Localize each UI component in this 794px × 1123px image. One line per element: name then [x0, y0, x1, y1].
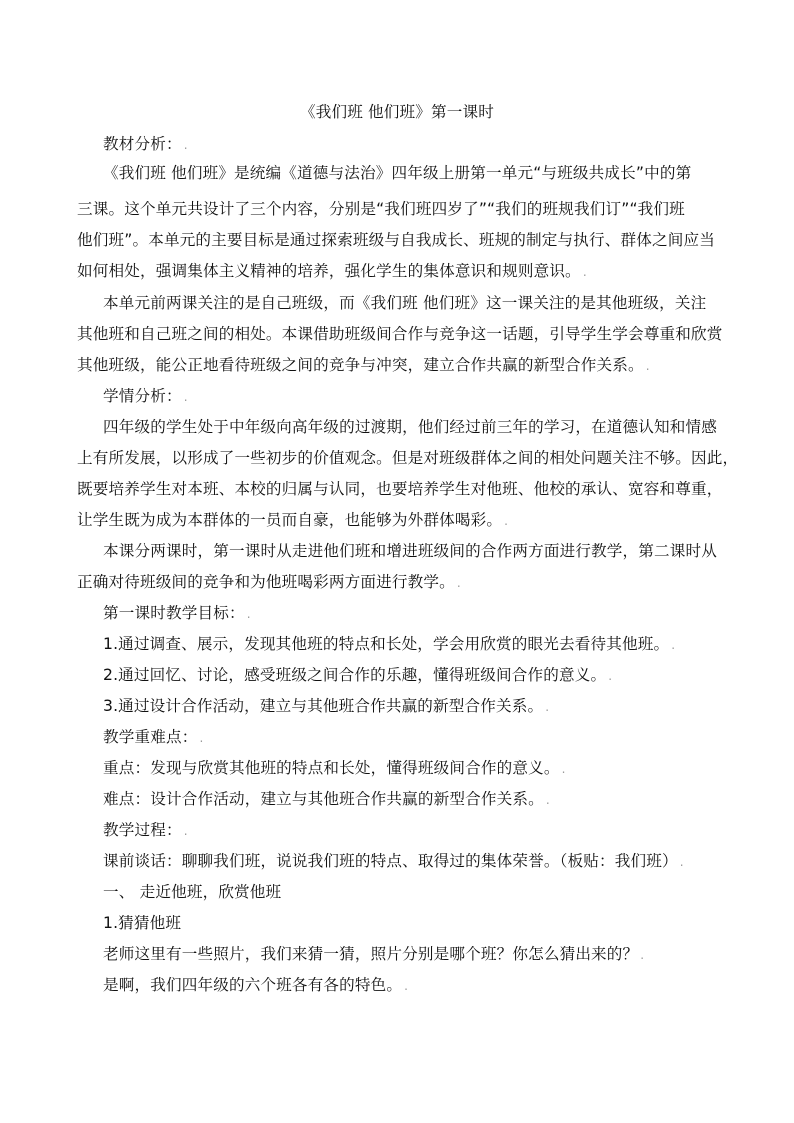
key-point-line: 重点：发现与欣赏其他班的特点和长处，懂得班级间合作的意义。 . [103, 759, 566, 777]
objective-item: 3.通过设计合作活动，建立与其他班合作共赢的新型合作关系。 . [103, 697, 550, 715]
section-heading-key-points: 教学重难点： . [103, 728, 204, 746]
section-heading-objectives: 第一课时教学目标： . [103, 604, 251, 622]
section-heading-student-analysis: 学情分析： . [103, 387, 188, 405]
paragraph-line: 是啊，我们四年级的六个班各有各的特色。 . [103, 976, 409, 994]
section-heading-textbook-analysis: 教材分析： . [103, 135, 188, 153]
objective-item: 1.通过调查、展示，发现其他班的特点和长处，学会用欣赏的眼光去看待其他班。 . [103, 635, 676, 653]
page-title: 《我们班 他们班》第一课时 [299, 103, 495, 121]
paragraph-line: 让学生既为成为本群体的一员而自豪，也能够为外群体喝彩。 . [77, 511, 509, 529]
paragraph-line: 其他班级，能公正地看待班级之间的竞争与冲突，建立合作共赢的新型合作关系。 . [77, 356, 650, 374]
section-heading-part-one: 一、 走近他班，欣赏他班 [103, 883, 282, 901]
paragraph-line: 本单元前两课关注的是自己班级，而《我们班 他们班》这一课关注的是其他班级，关注 [103, 294, 707, 312]
paragraph-line: 如何相处，强调集体主义精神的培养，强化学生的集体意识和规则意识。 . [77, 262, 587, 280]
paragraph-line: 老师这里有一些照片，我们来猜一猜，照片分别是哪个班？你怎么猜出来的？ . [103, 945, 645, 963]
paragraph-line: 三课。这个单元共设计了三个内容，分别是“我们班四岁了”“我们的班规我们订”“我们班 [77, 200, 685, 218]
section-heading-process: 教学过程： . [103, 821, 188, 839]
paragraph-line: 上有所发展，以形成了一些初步的价值观念。但是对班级群体之间的相处问题关注不够。因此， [77, 449, 739, 467]
difficult-point-line: 难点：设计合作活动，建立与其他班合作共赢的新型合作关系。 . [103, 790, 550, 808]
paragraph-line: 其他班和自己班之间的相处。本课借助班级间合作与竞争这一话题，引导学生学会尊重和欣赏 [77, 325, 723, 343]
paragraph-line: 本课分两课时，第一课时从走进他们班和增进班级间的合作两方面进行教学，第二课时从 [103, 542, 718, 560]
objective-item: 2.通过回忆、讨论，感受班级之间合作的乐趣，懂得班级间合作的意义。 . [103, 666, 613, 684]
paragraph-line: 四年级的学生处于中年级向高年级的过渡期，他们经过前三年的学习，在道德认知和情感 [103, 418, 718, 436]
subsection-heading: 1.猜猜他班 [103, 914, 182, 932]
paragraph-line: 既要培养学生对本班、本校的归属与认同，也要培养学生对他班、他校的承认、宽容和尊重， [77, 480, 723, 498]
paragraph-line: 正确对待班级间的竞争和为他班喝彩两方面进行教学。 . [77, 573, 461, 591]
paragraph-line: 他们班”。本单元的主要目标是通过探索班级与自我成长、班规的制定与执行、群体之间应当 [77, 231, 715, 249]
paragraph-line: 课前谈话：聊聊我们班，说说我们班的特点、取得过的集体荣誉。（板贴：我们班） . [103, 852, 684, 870]
paragraph-line: 《我们班 他们班》是统编《道德与法治》四年级上册第一单元“与班级共成长”中的第 [103, 164, 692, 182]
